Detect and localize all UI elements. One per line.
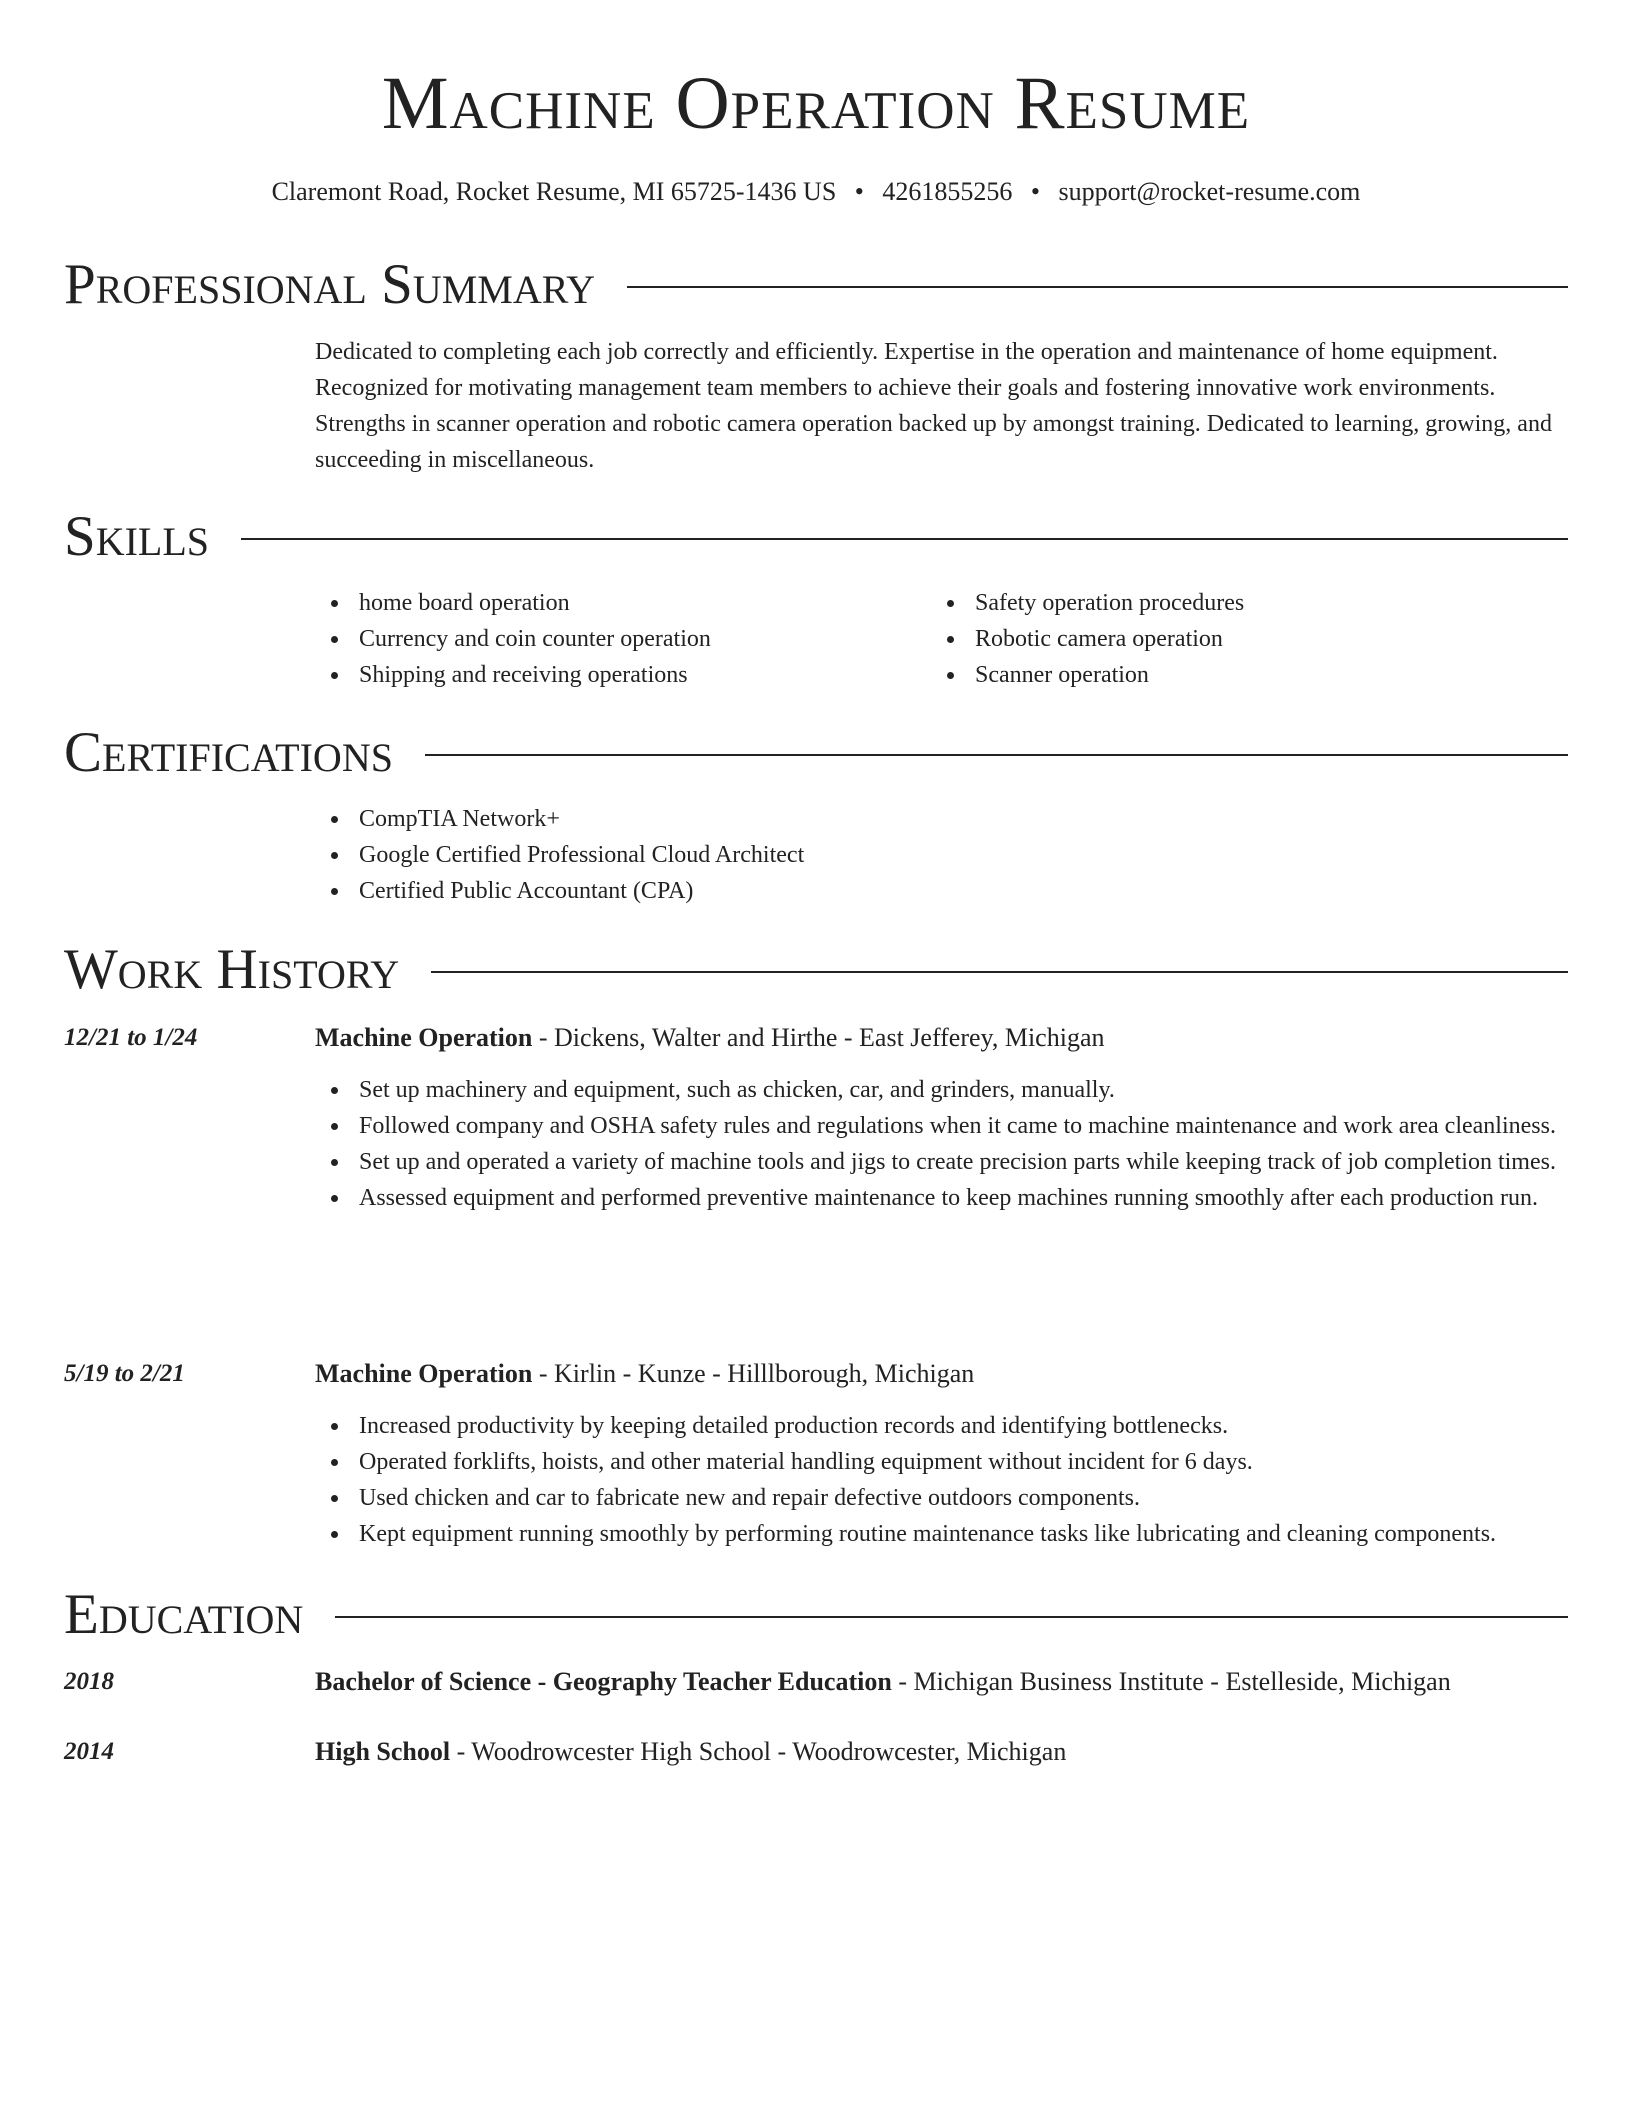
education-details: - Woodrowcester High School - Woodrowcester, Michigan [450,1737,1067,1766]
job-bullet: Operated forklifts, hoists, and other material handling equipment without incident for 6 days. [315,1444,1568,1480]
job-bullets [315,1072,1568,1216]
job-bullet: Set up and operated a variety of machine tools and jigs to create precision parts while keeping track of job completion times. [315,1144,1568,1180]
skill-item: Safety operation procedures [931,585,1547,621]
contact-separator: • [854,177,864,206]
education-year: 2018 [64,1668,114,1695]
job-heading [315,1356,1568,1392]
work-heading: Work History [64,938,400,1001]
job-details: - Dickens, Walter and Hirthe - East Jefferey, Michigan [532,1023,1105,1052]
job-dates: 5/19 to 2/21 [64,1360,185,1387]
skills-heading: Skills [64,505,210,568]
skills-list [315,585,1568,693]
education-heading-row [64,1580,1568,1650]
summary-heading-row [64,250,1568,320]
contact-email: support@rocket-resume.com [1058,177,1361,206]
certification-item: Certified Public Accountant (CPA) [315,873,1568,909]
resume-title: Machine Operation Resume [381,62,1251,145]
certifications-heading-row [64,718,1568,788]
certifications-list [315,801,1568,909]
education-degree: Bachelor of Science - Geography Teacher Education [315,1667,892,1696]
section-divider [335,1616,1568,1618]
job-heading [315,1020,1568,1056]
skills-column-left [315,585,931,693]
contact-separator: • [1030,177,1040,206]
section-divider [241,538,1568,540]
contact-phone: 4261855256 [882,177,1013,206]
job-details: - Kirlin - Kunze - Hilllborough, Michigan [532,1359,975,1388]
skill-item: Currency and coin counter operation [315,621,931,657]
education-year: 2014 [64,1738,114,1765]
job-bullet: Used chicken and car to fabricate new and repair defective outdoors components. [315,1480,1568,1516]
contact-address: Claremont Road, Rocket Resume, MI 65725-1436 US [271,177,837,206]
education-heading [315,1664,1568,1700]
education-details: - Michigan Business Institute - Estelleside, Michigan [891,1667,1451,1696]
education-degree: High School [315,1737,451,1766]
job-role: Machine Operation [315,1023,533,1052]
contact-line [64,172,1568,212]
skills-column-right [931,585,1547,693]
job-bullet: Kept equipment running smoothly by performing routine maintenance tasks like lubricating and cleaning components. [315,1516,1568,1552]
skill-item: Robotic camera operation [931,621,1547,657]
section-divider [431,971,1568,973]
skill-item: Shipping and receiving operations [315,657,931,693]
job-bullet: Followed company and OSHA safety rules and regulations when it came to machine maintenance and work area cleanliness. [315,1108,1568,1144]
job-role: Machine Operation [315,1359,533,1388]
certifications-heading: Certifications [64,721,393,784]
job-bullet: Increased productivity by keeping detailed production records and identifying bottlenecks. [315,1408,1568,1444]
education-heading [315,1734,1568,1770]
education-heading: Education [64,1583,304,1646]
job-bullet: Set up machinery and equipment, such as chicken, car, and grinders, manually. [315,1072,1568,1108]
summary-heading: Professional Summary [64,253,596,316]
skill-item: Scanner operation [931,657,1547,693]
section-divider [425,754,1568,756]
job-bullet: Assessed equipment and performed preventive maintenance to keep machines running smoothly after each production run. [315,1180,1568,1216]
skill-item: home board operation [315,585,931,621]
certification-item: Google Certified Professional Cloud Architect [315,837,1568,873]
section-divider [627,286,1568,288]
skills-heading-row [64,502,1568,572]
certification-item: CompTIA Network+ [315,801,1568,837]
work-heading-row [64,935,1568,1005]
summary-text: Dedicated to completing each job correctly and efficiently. Expertise in the operation and maintenance of home equipment. Recognized for motivating management team members to achieve their goals and fostering innovative work environments. Strengths in scanner operation and robotic camera operation backed up by amongst training. Dedicated to learning, growing, and succeeding in miscellaneous. [315,339,1552,473]
job-dates: 12/21 to 1/24 [64,1024,198,1051]
job-bullets [315,1408,1568,1552]
